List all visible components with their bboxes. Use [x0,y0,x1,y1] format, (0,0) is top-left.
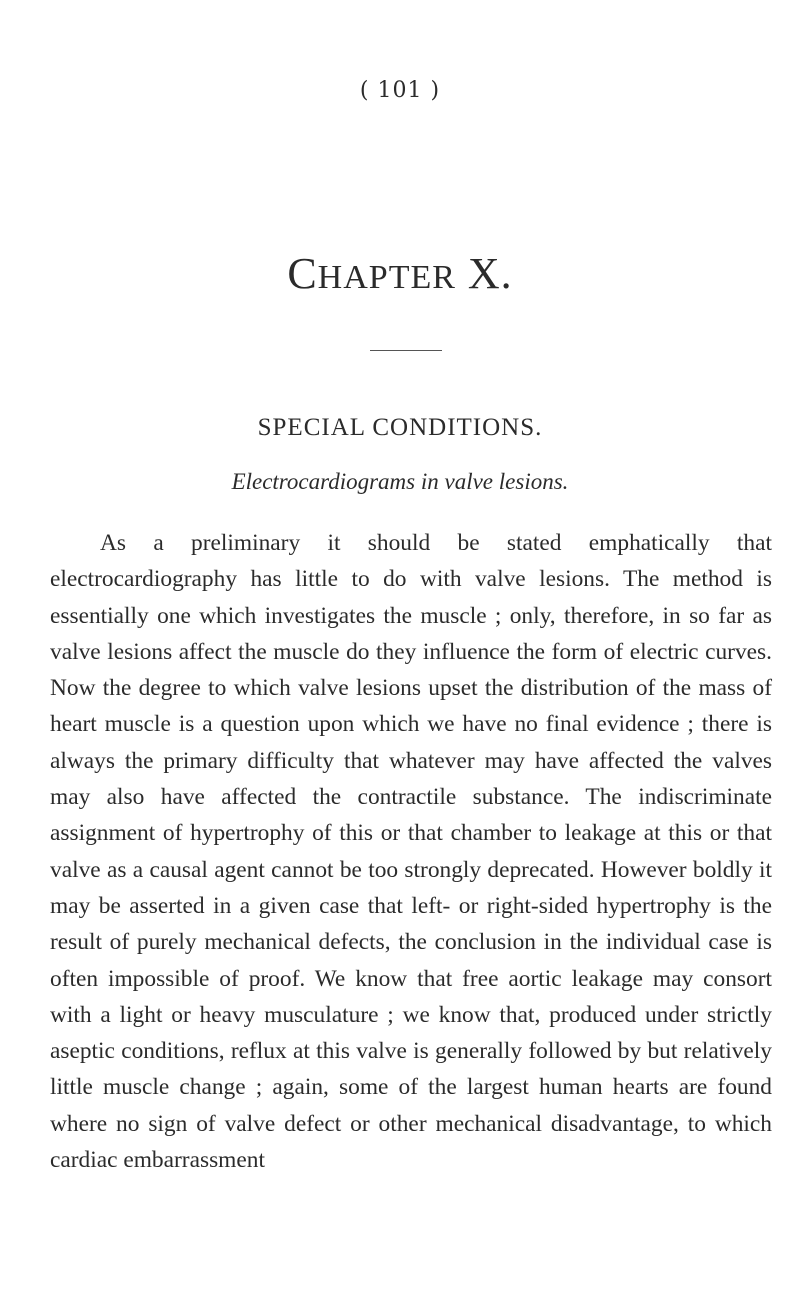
title-divider [370,350,442,351]
body-paragraph: As a preliminary it should be stated emphatically that electrocardiography has little to do with valve lesions. The method is essentially one which investigates the muscle ; only, therefore, in so far as valve lesions affect the muscle do they influence the form of electric curves. Now the degree to which valve lesions upset the distribution of the mass of heart muscle is a question upon which we have no final evidence ; there is always the primary difficulty that whatever may have affected the valves may also have affected the contractile substance. The indiscriminate assignment of hypertrophy of this or that chamber to leakage at this or that valve as a causal agent cannot be too strongly deprecated. However boldly it may be asserted in a given case that left- or right-sided hypertrophy is the result of purely mechanical defects, the conclusion in the individual case is often impossible of proof. We know that free aortic leakage may consort with a light or heavy musculature ; we know that, produced under strictly aseptic conditions, reflux at this valve is generally followed by but relatively little muscle change ; again, some of the largest human hearts are found where no sign of valve defect or other mechanical disadvantage, to which cardiac embarrassment [50,530,772,1174]
chapter-title [0,248,800,299]
section-subtitle: Electrocardiograms in valve lesions. [231,469,569,494]
chapter-title-rest: HAPTER [317,259,456,296]
chapter-number: X. [467,249,513,298]
section-title: SPECIAL CONDITIONS. [257,414,543,441]
chapter-title-initial: C [287,249,318,298]
page-number: ( 101 ) [359,78,441,103]
